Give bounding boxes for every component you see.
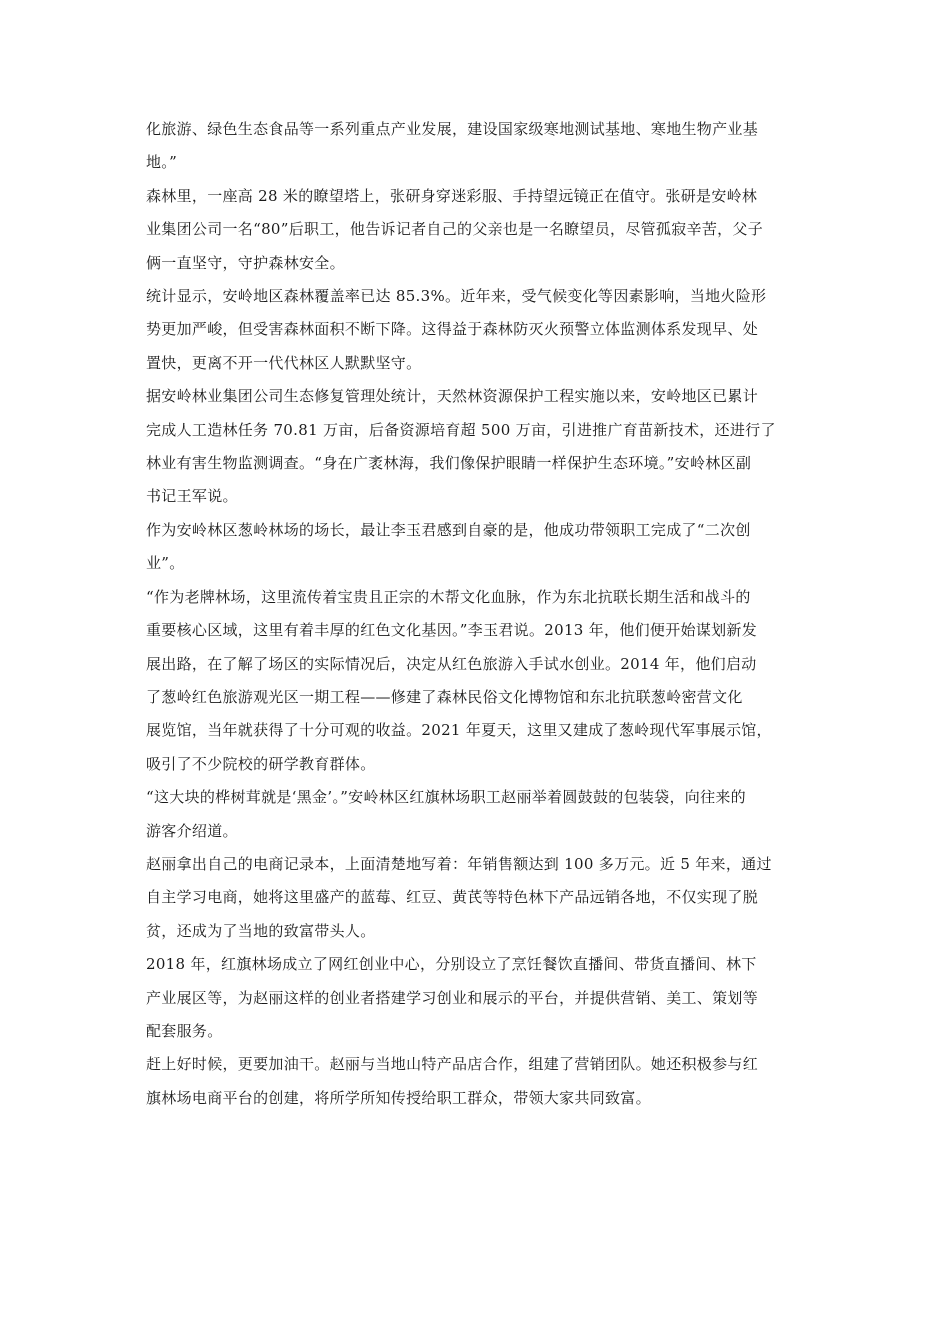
text-line: 统计显示，安岭地区森林覆盖率已达 85.3%。近年来，受气候变化等因素影响，当地火险形 xyxy=(146,287,767,306)
paragraph xyxy=(146,514,866,581)
text-line: 了葱岭红色旅游观光区一期工程——修建了森林民俗文化博物馆和东北抗联葱岭密营文化 xyxy=(146,687,743,706)
text-line: 势更加严峻，但受害森林面积不断下降。这得益于森林防灭火预警立体监测体系发现早、处 xyxy=(146,320,759,339)
paragraph xyxy=(146,581,866,781)
text-line: 产业展区等，为赵丽这样的创业者搭建学习创业和展示的平台，并提供营销、美工、策划等 xyxy=(146,988,759,1007)
text-line: 游客介绍道。 xyxy=(146,821,238,840)
text-line: 贫，还成为了当地的致富带头人。 xyxy=(146,921,376,940)
text-line: 业集团公司一名“80”后职工，他告诉记者自己的父亲也是一名瞭望员，尽管孤寂辛苦，父子 xyxy=(146,220,764,239)
text-line: 展出路，在了解了场区的实际情况后，决定从红色旅游入手试水创业。2014 年，他们启动 xyxy=(146,654,757,673)
text-line: 重要核心区域，这里有着丰厚的红色文化基因。”李玉君说。2013 年，他们便开始谋划新发 xyxy=(146,621,758,640)
text-line: 森林里，一座高 28 米的瞭望塔上，张研身穿迷彩服、手持望远镜正在值守。张研是安岭林 xyxy=(146,186,758,205)
text-line: 赶上好时候，更要加油干。赵丽与当地山特产品店合作，组建了营销团队。她还积极参与红 xyxy=(146,1055,759,1074)
paragraph xyxy=(146,781,866,848)
text-line: 化旅游、绿色生态食品等一系列重点产业发展，建设国家级寒地测试基地、寒地生物产业基 xyxy=(146,120,759,138)
paragraph xyxy=(146,280,866,380)
text-line: 自主学习电商，她将这里盛产的蓝莓、红豆、黄芪等特色林下产品远销各地，不仅实现了脱 xyxy=(146,888,759,907)
text-line: 赵丽拿出自己的电商记录本，上面清楚地写着：年销售额达到 100 多万元。近 5 年来，通过 xyxy=(146,854,772,873)
text-line: 林业有害生物监测调查。“身在广袤林海，我们像保护眼睛一样保护生态环境。”安岭林区副 xyxy=(146,454,752,473)
text-line: 置快，更离不开一代代林区人默默坚守。 xyxy=(146,353,422,372)
text-line: 展览馆，当年就获得了十分可观的收益。2021 年夏天，这里又建成了葱岭现代军事展示馆， xyxy=(146,721,772,740)
text-line: 业”。 xyxy=(146,554,185,573)
text-line: 配套服务。 xyxy=(146,1021,223,1040)
paragraph xyxy=(146,948,866,1048)
text-line: “作为老牌林场，这里流传着宝贵且正宗的木帮文化血脉，作为东北抗联长期生活和战斗的 xyxy=(146,587,751,606)
paragraph xyxy=(146,380,866,514)
text-line: 据安岭林业集团公司生态修复管理处统计，天然林资源保护工程实施以来，安岭地区已累计 xyxy=(146,387,759,406)
text-line: 书记王军说。 xyxy=(146,487,238,506)
text-line: “这大块的桦树茸就是‘黑金’。”安岭林区红旗林场职工赵丽举着圆鼓鼓的包装袋，向往来的 xyxy=(146,788,746,807)
text-line: 俩一直坚守，守护森林安全。 xyxy=(146,253,345,272)
paragraph xyxy=(146,848,866,948)
paragraph xyxy=(146,1048,866,1115)
text-line: 地。” xyxy=(146,153,178,172)
text-line: 旗林场电商平台的创建，将所学所知传授给职工群众，带领大家共同致富。 xyxy=(146,1088,651,1107)
text-line: 作为安岭林区葱岭林场的场长，最让李玉君感到自豪的是，他成功带领职工完成了“二次创 xyxy=(146,520,751,539)
text-line: 吸引了不少院校的研学教育群体。 xyxy=(146,754,376,773)
article-body xyxy=(146,113,866,1115)
text-line: 2018 年，红旗林场成立了网红创业中心，分别设立了烹饪餐饮直播间、带货直播间、林下 xyxy=(146,955,757,974)
text-line: 完成人工造林任务 70.81 万亩，后备资源培育超 500 万亩，引进推广育苗新技术，还进行了 xyxy=(146,420,776,439)
paragraph xyxy=(146,113,866,180)
paragraph xyxy=(146,180,866,280)
